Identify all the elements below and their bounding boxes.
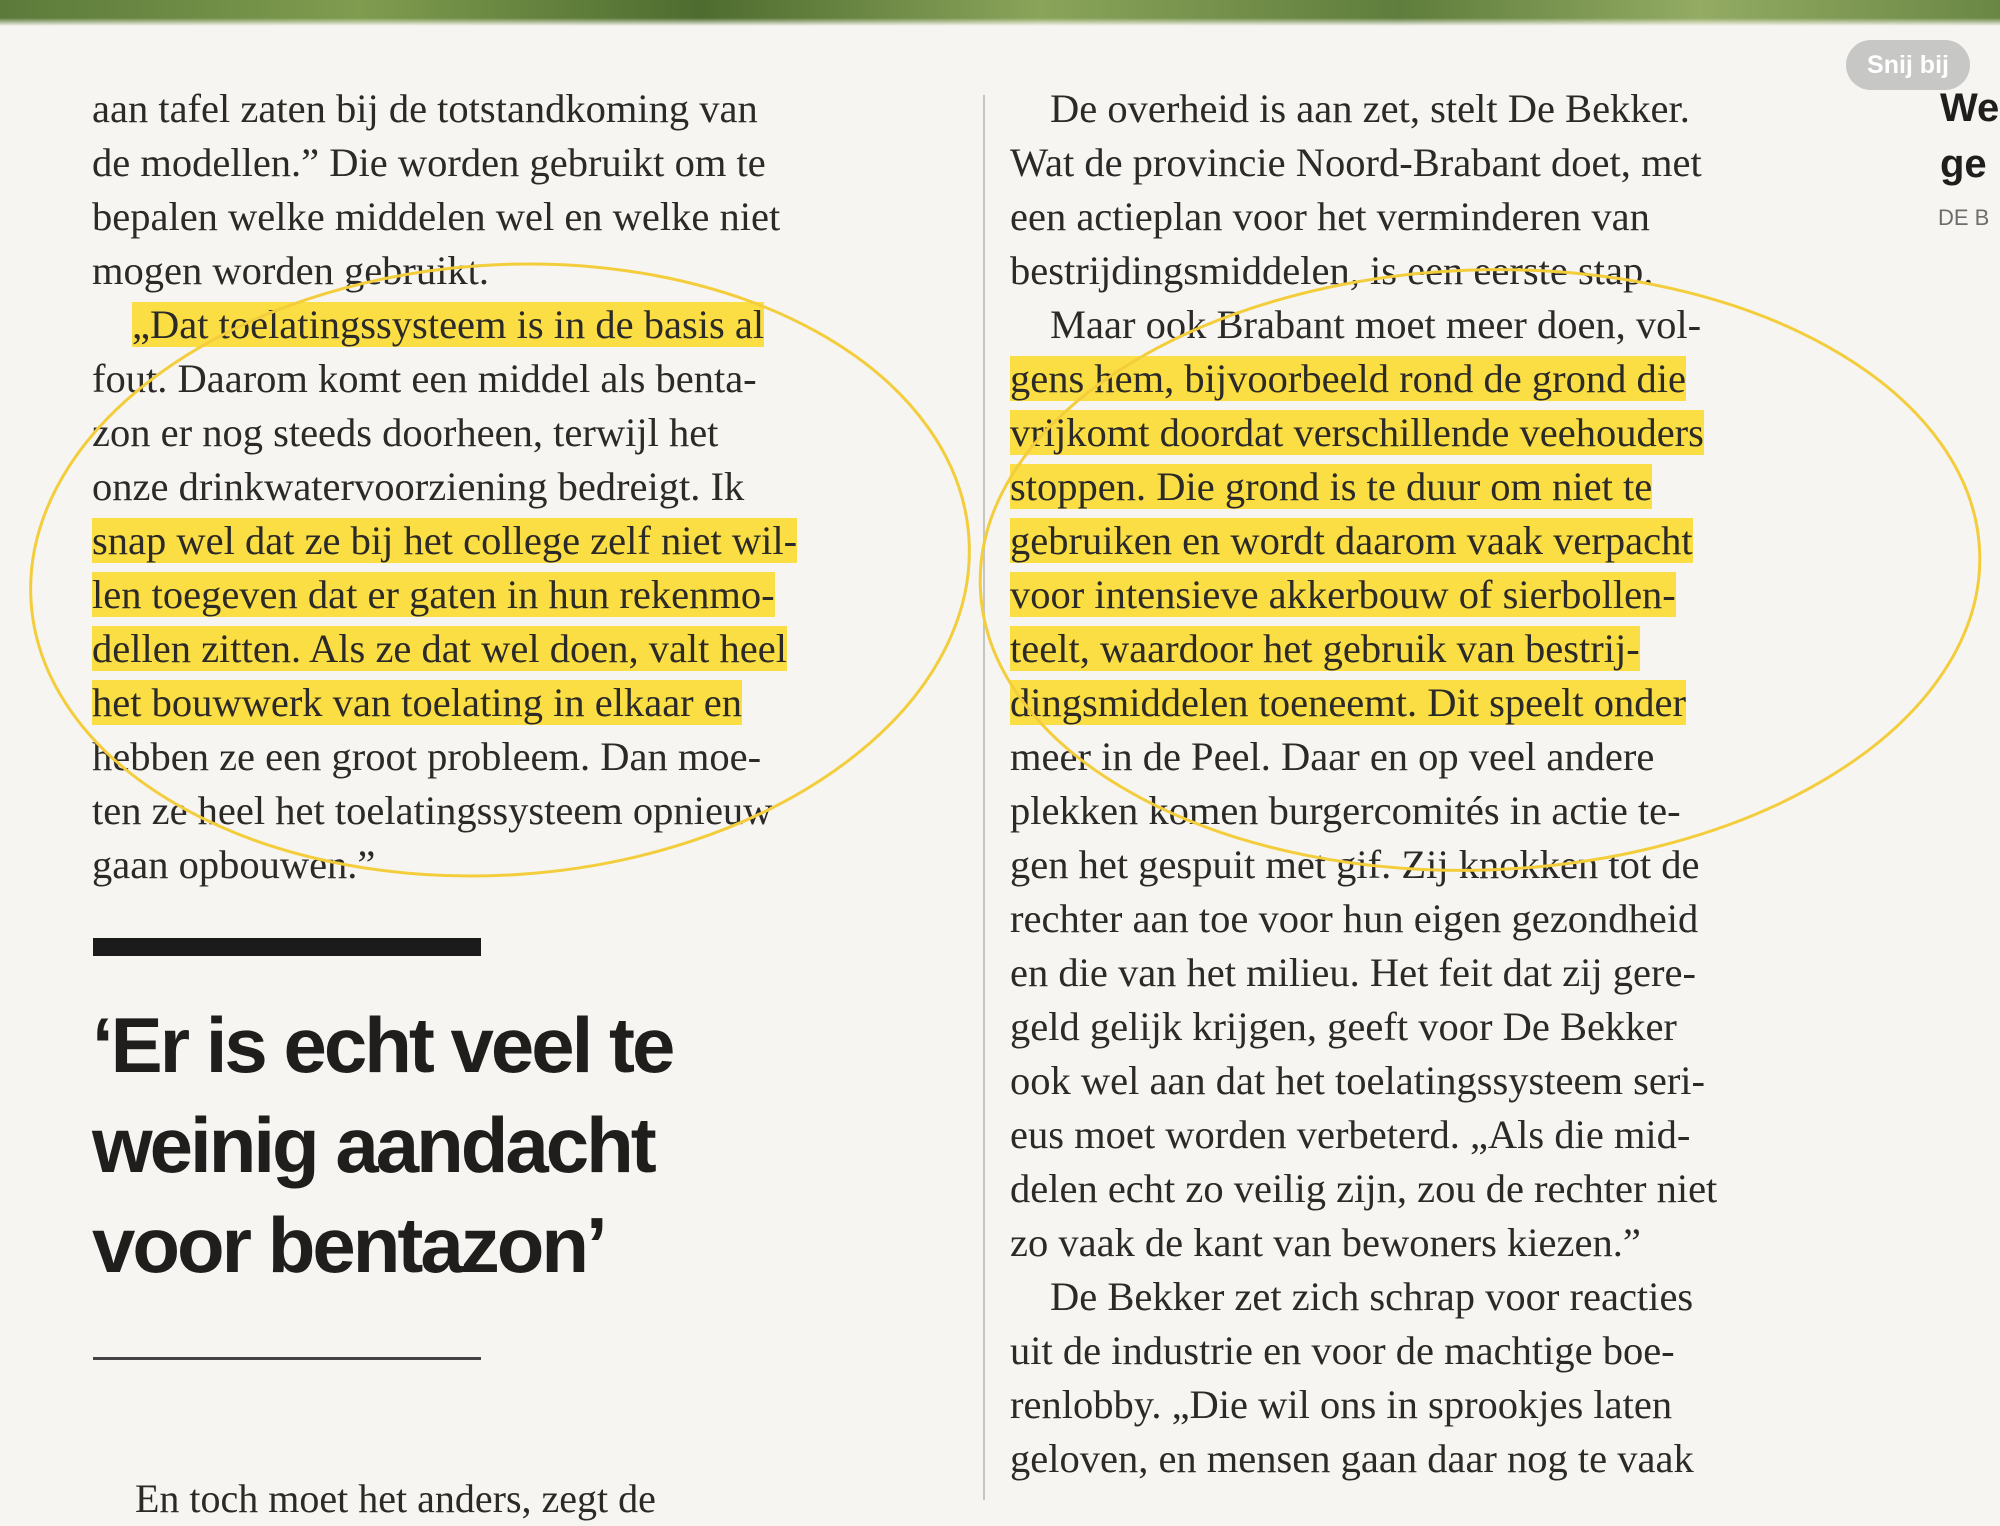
- side-headline-line: We: [1940, 86, 2000, 130]
- text-line: een actieplan voor het verminderen van: [1010, 194, 1650, 239]
- highlight-mark: snap wel dat ze bij het college zelf niet wil-: [92, 518, 798, 563]
- pull-quote-bottom-rule: [93, 1357, 481, 1360]
- side-article-byline: DE B: [1938, 205, 1990, 230]
- text-line: eus moet worden verbeterd. „Als die mid-: [1010, 1112, 1691, 1157]
- text-line: zon er nog steeds doorheen, terwijl het: [92, 410, 719, 455]
- pull-quote-line: ‘Er is echt veel te: [92, 1001, 673, 1089]
- text-line: [92, 676, 942, 730]
- text-line: renlobby. „Die wil ons in sprookjes laten: [1010, 1382, 1673, 1427]
- text-line: gen het gespuit met gif. Zij knokken tot de: [1010, 842, 1700, 887]
- text-line: zo vaak de kant van bewoners kiezen.”: [1010, 1220, 1641, 1265]
- pull-quote-line: voor bentazon’: [92, 1201, 605, 1289]
- highlight-mark: dellen zitten. Als ze dat wel doen, valt heel: [92, 626, 788, 671]
- side-article-headline: [1940, 80, 1999, 192]
- highlight-mark: vrijkomt doordat verschillende veehouders: [1010, 410, 1704, 455]
- column-divider: [983, 95, 985, 1500]
- highlight-mark: dingsmiddelen toeneemt. Dit speelt onder: [1010, 680, 1686, 725]
- text-line: delen echt zo veilig zijn, zou de rechter niet: [1010, 1166, 1718, 1211]
- text-line: en die van het milieu. Het feit dat zij gere-: [1010, 950, 1696, 995]
- highlight-mark: len toegeven dat er gaten in hun rekenmo-: [92, 572, 775, 617]
- highlight-mark: het bouwwerk van toelating in elkaar en: [92, 680, 743, 725]
- text-line: [1010, 676, 1890, 730]
- pull-quote-line: weinig aandacht: [92, 1101, 654, 1189]
- text-line: fout. Daarom komt een middel als benta-: [92, 356, 757, 401]
- highlight-mark: gebruiken en wordt daarom vaak verpacht: [1010, 518, 1693, 563]
- text-line: bepalen welke middelen wel en welke niet: [92, 194, 781, 239]
- text-line: geloven, en mensen gaan daar nog te vaak: [1010, 1436, 1694, 1481]
- photo-strip: [0, 0, 2000, 26]
- text-line: De Bekker zet zich schrap voor reacties: [1050, 1274, 1694, 1319]
- text-line: [1010, 622, 1890, 676]
- text-line: [92, 568, 942, 622]
- text-line: [1010, 568, 1890, 622]
- text-line: plekken komen burgercomités in actie te-: [1010, 788, 1681, 833]
- highlight-mark: stoppen. Die grond is te duur om niet te: [1010, 464, 1653, 509]
- text-line: hebben ze een groot probleem. Dan moe-: [92, 734, 762, 779]
- crop-button[interactable]: Snij bij: [1846, 40, 1970, 90]
- text-line: mogen worden gebruikt.: [92, 248, 490, 293]
- left-column: [92, 82, 942, 892]
- text-line: meer in de Peel. Daar en op veel andere: [1010, 734, 1655, 779]
- pull-quote: [92, 995, 812, 1295]
- text-line: [1010, 352, 1890, 406]
- text-line: uit de industrie en voor de machtige boe-: [1010, 1328, 1675, 1373]
- highlight-mark: teelt, waardoor het gebruik van bestrij-: [1010, 626, 1640, 671]
- text-line: rechter aan toe voor hun eigen gezondheid: [1010, 896, 1699, 941]
- cut-off-text-line: En toch moet het anders, zegt de: [135, 1476, 656, 1521]
- text-line: ook wel aan dat het toelatingssysteem seri-: [1010, 1058, 1706, 1103]
- text-line: De overheid is aan zet, stelt De Bekker.: [1050, 86, 1690, 131]
- text-line: Maar ook Brabant moet meer doen, vol-: [1050, 302, 1702, 347]
- text-line: [92, 298, 942, 352]
- text-line: gaan opbouwen.”: [92, 842, 376, 887]
- text-line: de modellen.” Die worden gebruikt om te: [92, 140, 766, 185]
- highlight-mark: voor intensieve akkerbouw of sierbollen-: [1010, 572, 1676, 617]
- text-line: onze drinkwatervoorziening bedreigt. Ik: [92, 464, 745, 509]
- highlight-mark: „Dat toelatingssysteem is in de basis al: [132, 302, 765, 347]
- text-line: Wat de provincie Noord-Brabant doet, met: [1010, 140, 1702, 185]
- highlight-mark: gens hem, bijvoorbeeld rond de grond die: [1010, 356, 1686, 401]
- text-line: bestrijdingsmiddelen, is een eerste stap.: [1010, 248, 1654, 293]
- text-line: [1010, 514, 1890, 568]
- text-line: [1010, 460, 1890, 514]
- right-column: [1010, 82, 1890, 1486]
- text-line: [92, 622, 942, 676]
- text-line: ten ze heel het toelatingssysteem opnieuw: [92, 788, 773, 833]
- text-line: [1010, 406, 1890, 460]
- text-line: aan tafel zaten bij de totstandkoming van: [92, 86, 758, 131]
- pull-quote-top-rule: [93, 938, 481, 956]
- text-line: [92, 514, 942, 568]
- side-headline-line: ge: [1940, 142, 1987, 186]
- text-line: geld gelijk krijgen, geeft voor De Bekker: [1010, 1004, 1677, 1049]
